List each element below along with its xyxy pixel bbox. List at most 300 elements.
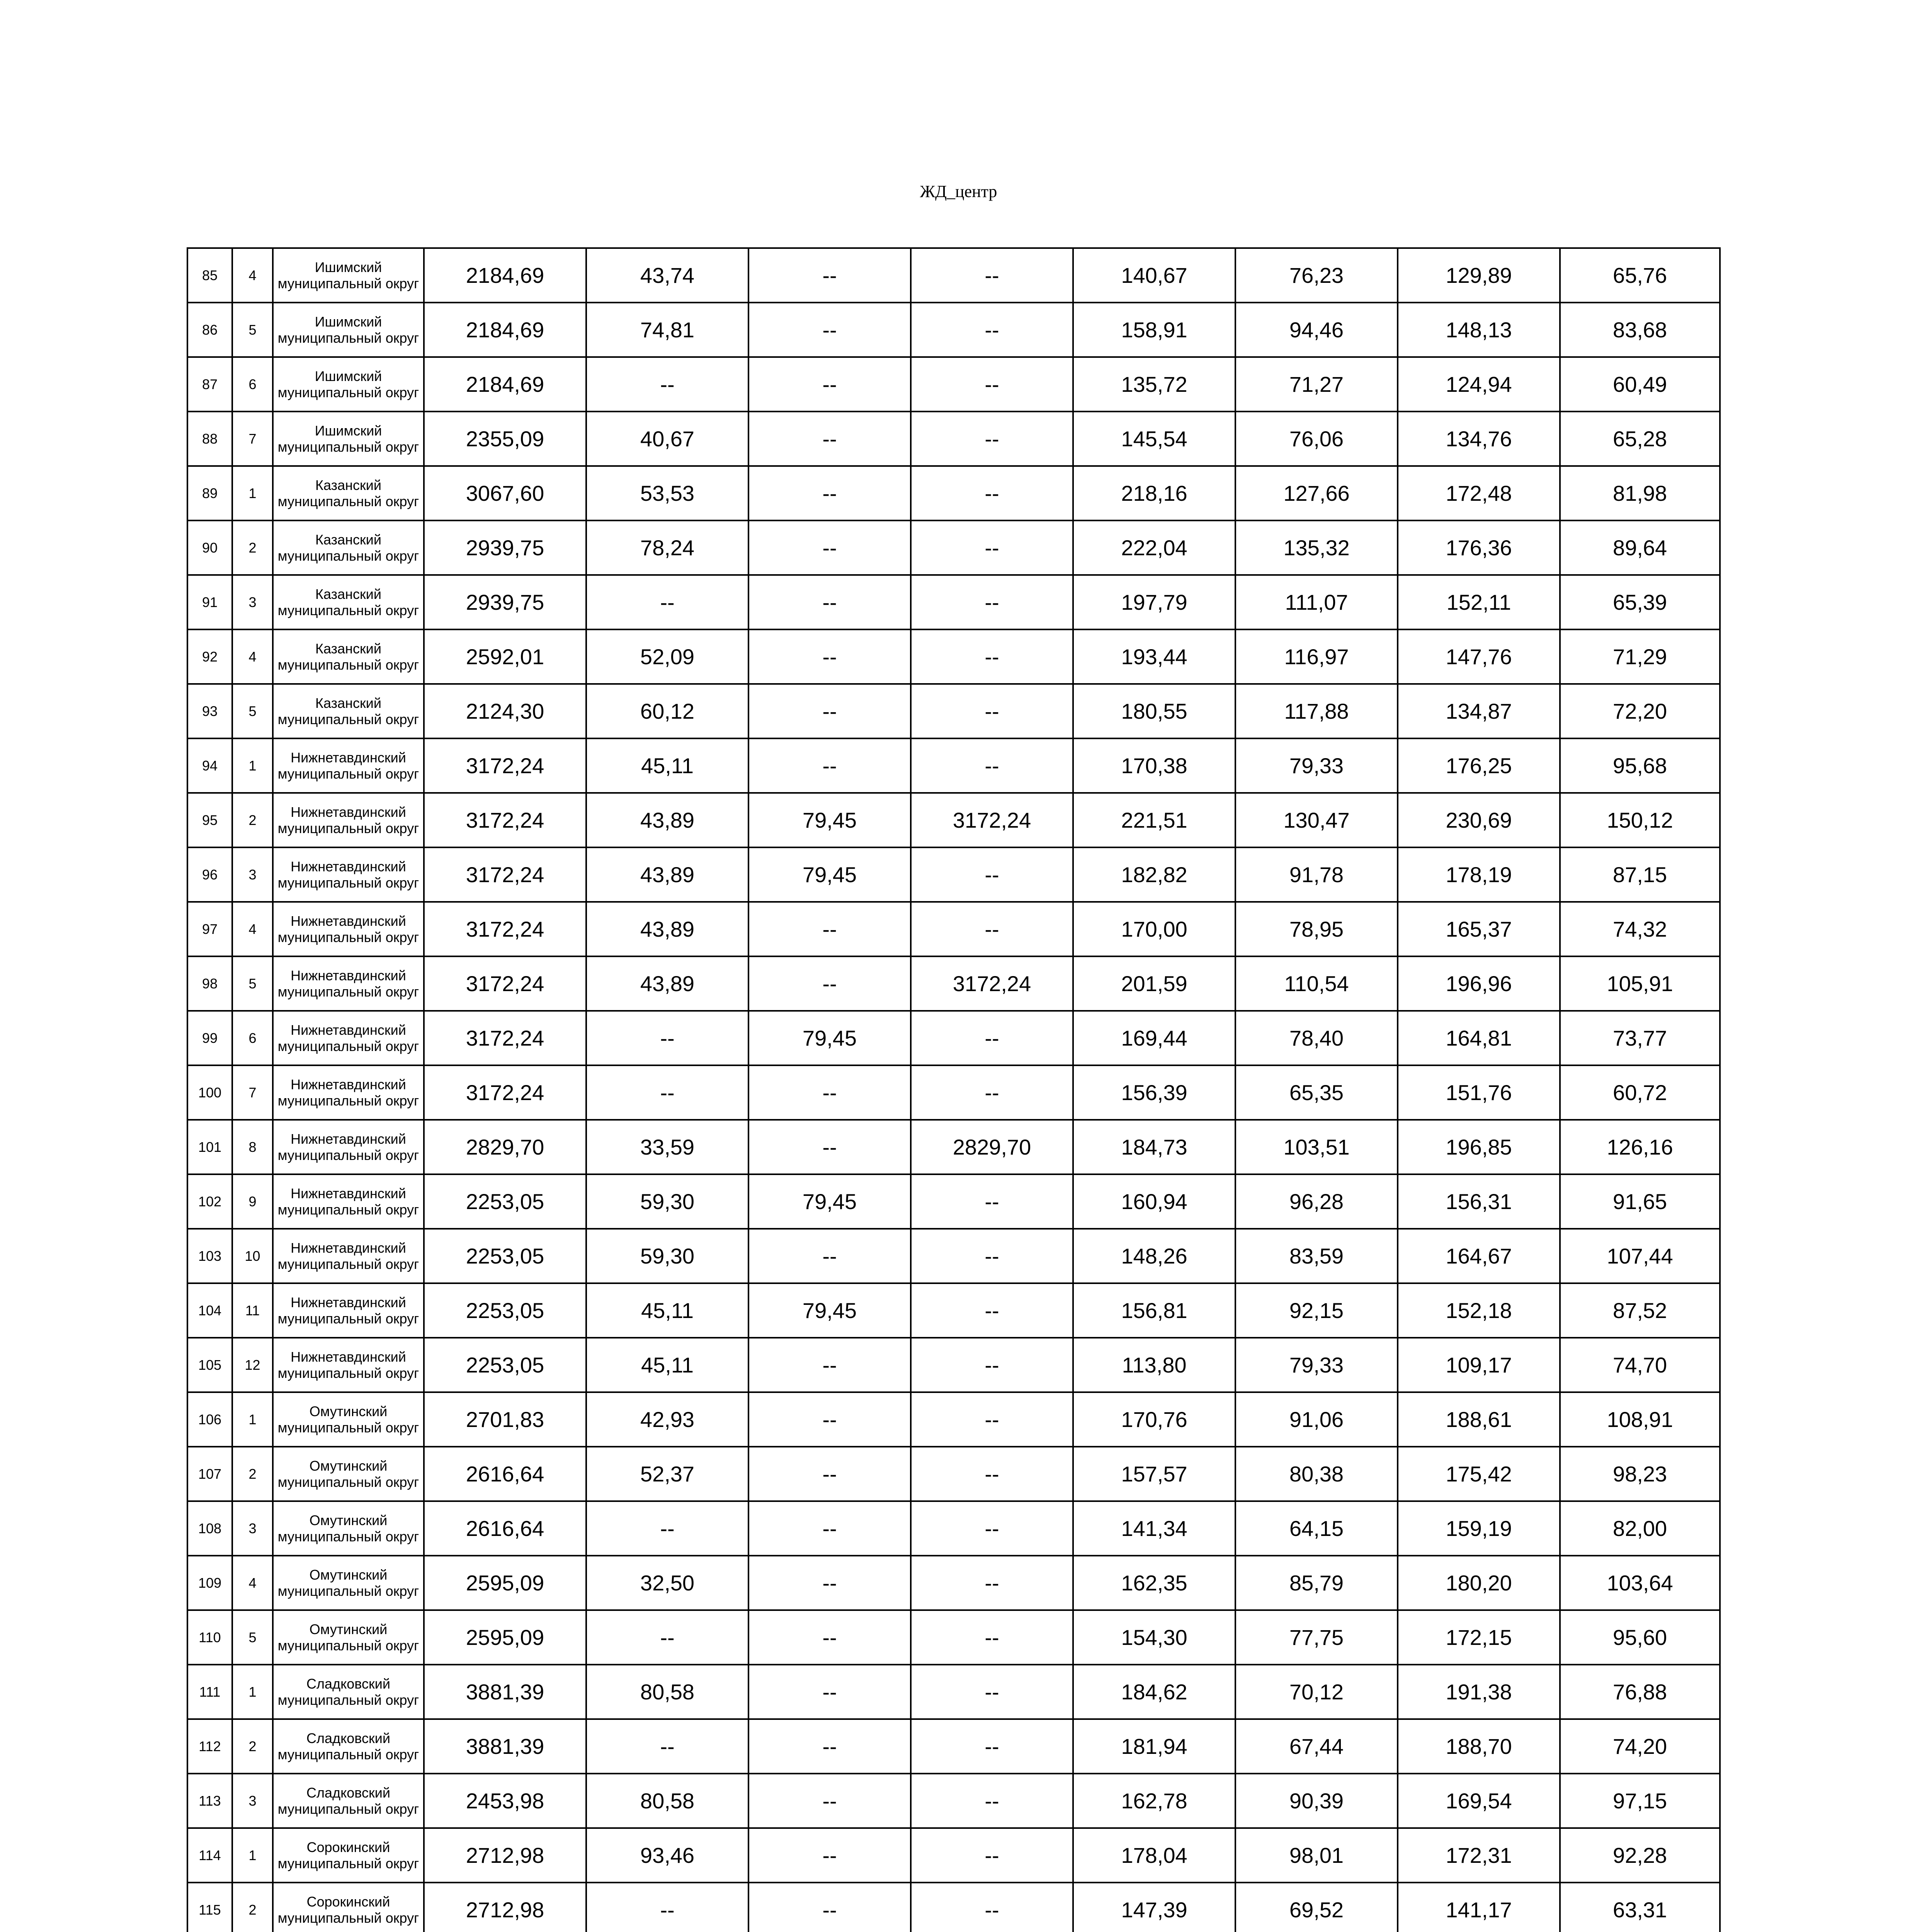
sub-number-cell: 2 [232, 1447, 273, 1501]
value-cell-1: 3172,24 [424, 738, 586, 793]
sub-number-cell: 5 [232, 956, 273, 1011]
row-number-cell: 90 [187, 520, 232, 575]
sub-number-cell: 6 [232, 357, 273, 412]
value-cell-4: -- [911, 1338, 1073, 1392]
sub-number-cell: 1 [232, 1665, 273, 1719]
value-cell-8: 81,98 [1560, 466, 1720, 520]
value-cell-1: 2355,09 [424, 412, 586, 466]
value-cell-4: -- [911, 1556, 1073, 1610]
value-cell-1: 3172,24 [424, 902, 586, 956]
value-cell-8: 60,49 [1560, 357, 1720, 412]
row-number-cell: 96 [187, 847, 232, 902]
district-name-cell: Омутинский муниципальный округ [273, 1501, 424, 1556]
value-cell-5: 170,76 [1073, 1392, 1235, 1447]
district-name-cell: Нижнетавдинский муниципальный округ [273, 1011, 424, 1065]
value-cell-8: 71,29 [1560, 629, 1720, 684]
value-cell-4: -- [911, 248, 1073, 303]
value-cell-8: 95,68 [1560, 738, 1720, 793]
district-name-cell: Сладковский муниципальный округ [273, 1774, 424, 1828]
sub-number-cell: 2 [232, 1719, 273, 1774]
value-cell-6: 117,88 [1235, 684, 1398, 738]
table-row [187, 1120, 1720, 1174]
value-cell-6: 79,33 [1235, 738, 1398, 793]
value-cell-3: -- [748, 1719, 911, 1774]
value-cell-3: -- [748, 1610, 911, 1665]
value-cell-7: 109,17 [1398, 1338, 1560, 1392]
district-name-cell: Сорокинский муниципальный округ [273, 1828, 424, 1883]
value-cell-3: -- [748, 1774, 911, 1828]
sub-number-cell: 1 [232, 738, 273, 793]
value-cell-8: 63,31 [1560, 1883, 1720, 1932]
value-cell-3: -- [748, 1120, 911, 1174]
district-name-cell: Ишимский муниципальный округ [273, 248, 424, 303]
value-cell-1: 2253,05 [424, 1283, 586, 1338]
value-cell-1: 3067,60 [424, 466, 586, 520]
value-cell-2: 52,37 [586, 1447, 748, 1501]
value-cell-2: 60,12 [586, 684, 748, 738]
value-cell-6: 111,07 [1235, 575, 1398, 629]
value-cell-7: 172,48 [1398, 466, 1560, 520]
value-cell-3: -- [748, 520, 911, 575]
value-cell-7: 176,36 [1398, 520, 1560, 575]
page-header-title: ЖД_центр [920, 182, 997, 201]
value-cell-4: -- [911, 303, 1073, 357]
value-cell-3: 79,45 [748, 847, 911, 902]
row-number-cell: 100 [187, 1065, 232, 1120]
sub-number-cell: 3 [232, 1774, 273, 1828]
row-number-cell: 105 [187, 1338, 232, 1392]
table-row [187, 1447, 1720, 1501]
value-cell-6: 98,01 [1235, 1828, 1398, 1883]
value-cell-4: -- [911, 1447, 1073, 1501]
value-cell-7: 124,94 [1398, 357, 1560, 412]
value-cell-6: 103,51 [1235, 1120, 1398, 1174]
value-cell-6: 130,47 [1235, 793, 1398, 847]
value-cell-1: 2701,83 [424, 1392, 586, 1447]
value-cell-1: 2939,75 [424, 520, 586, 575]
value-cell-6: 67,44 [1235, 1719, 1398, 1774]
table-row [187, 1556, 1720, 1610]
value-cell-2: -- [586, 1011, 748, 1065]
table-row [187, 793, 1720, 847]
table-row [187, 1719, 1720, 1774]
value-cell-6: 85,79 [1235, 1556, 1398, 1610]
value-cell-8: 73,77 [1560, 1011, 1720, 1065]
value-cell-4: -- [911, 1501, 1073, 1556]
table-row [187, 1392, 1720, 1447]
value-cell-3: -- [748, 1501, 911, 1556]
district-name-cell: Казанский муниципальный округ [273, 466, 424, 520]
row-number-cell: 91 [187, 575, 232, 629]
value-cell-6: 92,15 [1235, 1283, 1398, 1338]
value-cell-7: 188,70 [1398, 1719, 1560, 1774]
district-name-cell: Казанский муниципальный округ [273, 520, 424, 575]
district-name-cell: Нижнетавдинский муниципальный округ [273, 1229, 424, 1283]
value-cell-3: 79,45 [748, 1283, 911, 1338]
value-cell-6: 94,46 [1235, 303, 1398, 357]
value-cell-1: 2124,30 [424, 684, 586, 738]
row-number-cell: 107 [187, 1447, 232, 1501]
value-cell-5: 157,57 [1073, 1447, 1235, 1501]
value-cell-6: 110,54 [1235, 956, 1398, 1011]
value-cell-5: 184,73 [1073, 1120, 1235, 1174]
row-number-cell: 113 [187, 1774, 232, 1828]
value-cell-3: -- [748, 1665, 911, 1719]
value-cell-2: 40,67 [586, 412, 748, 466]
value-cell-7: 165,37 [1398, 902, 1560, 956]
value-cell-2: 74,81 [586, 303, 748, 357]
value-cell-3: 79,45 [748, 793, 911, 847]
value-cell-6: 116,97 [1235, 629, 1398, 684]
value-cell-4: -- [911, 684, 1073, 738]
district-name-cell: Ишимский муниципальный округ [273, 303, 424, 357]
table-row [187, 412, 1720, 466]
value-cell-7: 176,25 [1398, 738, 1560, 793]
value-cell-1: 2253,05 [424, 1174, 586, 1229]
value-cell-8: 65,39 [1560, 575, 1720, 629]
value-cell-8: 97,15 [1560, 1774, 1720, 1828]
value-cell-1: 2184,69 [424, 248, 586, 303]
value-cell-6: 127,66 [1235, 466, 1398, 520]
value-cell-6: 80,38 [1235, 1447, 1398, 1501]
value-cell-2: -- [586, 575, 748, 629]
value-cell-2: 45,11 [586, 738, 748, 793]
value-cell-1: 2712,98 [424, 1828, 586, 1883]
sub-number-cell: 7 [232, 1065, 273, 1120]
value-cell-8: 74,70 [1560, 1338, 1720, 1392]
value-cell-4: -- [911, 412, 1073, 466]
value-cell-1: 3172,24 [424, 956, 586, 1011]
value-cell-1: 3172,24 [424, 1011, 586, 1065]
value-cell-5: 180,55 [1073, 684, 1235, 738]
value-cell-7: 156,31 [1398, 1174, 1560, 1229]
table-row [187, 520, 1720, 575]
value-cell-8: 89,64 [1560, 520, 1720, 575]
value-cell-2: 43,74 [586, 248, 748, 303]
value-cell-5: 181,94 [1073, 1719, 1235, 1774]
value-cell-4: -- [911, 629, 1073, 684]
value-cell-7: 134,76 [1398, 412, 1560, 466]
sub-number-cell: 4 [232, 248, 273, 303]
value-cell-7: 152,11 [1398, 575, 1560, 629]
value-cell-5: 154,30 [1073, 1610, 1235, 1665]
value-cell-1: 2939,75 [424, 575, 586, 629]
row-number-cell: 87 [187, 357, 232, 412]
district-name-cell: Нижнетавдинский муниципальный округ [273, 1120, 424, 1174]
table-row [187, 1883, 1720, 1932]
district-name-cell: Омутинский муниципальный округ [273, 1556, 424, 1610]
value-cell-5: 218,16 [1073, 466, 1235, 520]
value-cell-2: 59,30 [586, 1174, 748, 1229]
sub-number-cell: 1 [232, 1392, 273, 1447]
row-number-cell: 111 [187, 1665, 232, 1719]
value-cell-7: 151,76 [1398, 1065, 1560, 1120]
value-cell-6: 135,32 [1235, 520, 1398, 575]
value-cell-3: -- [748, 956, 911, 1011]
value-cell-1: 3881,39 [424, 1665, 586, 1719]
table-row [187, 1828, 1720, 1883]
row-number-cell: 89 [187, 466, 232, 520]
value-cell-6: 77,75 [1235, 1610, 1398, 1665]
value-cell-3: -- [748, 1447, 911, 1501]
table-row [187, 629, 1720, 684]
table-row [187, 575, 1720, 629]
district-name-cell: Нижнетавдинский муниципальный округ [273, 1174, 424, 1229]
value-cell-1: 3881,39 [424, 1719, 586, 1774]
sub-number-cell: 3 [232, 575, 273, 629]
value-cell-2: -- [586, 1065, 748, 1120]
value-cell-6: 78,95 [1235, 902, 1398, 956]
table-row [187, 1065, 1720, 1120]
row-number-cell: 106 [187, 1392, 232, 1447]
value-cell-1: 2184,69 [424, 303, 586, 357]
value-cell-3: -- [748, 684, 911, 738]
district-name-cell: Нижнетавдинский муниципальный округ [273, 1338, 424, 1392]
district-name-cell: Сорокинский муниципальный округ [273, 1883, 424, 1932]
table-row [187, 357, 1720, 412]
value-cell-3: -- [748, 1556, 911, 1610]
value-cell-8: 72,20 [1560, 684, 1720, 738]
value-cell-8: 126,16 [1560, 1120, 1720, 1174]
sub-number-cell: 5 [232, 1610, 273, 1665]
value-cell-3: -- [748, 1828, 911, 1883]
value-cell-3: -- [748, 1883, 911, 1932]
value-cell-6: 76,23 [1235, 248, 1398, 303]
value-cell-6: 91,06 [1235, 1392, 1398, 1447]
district-name-cell: Нижнетавдинский муниципальный округ [273, 847, 424, 902]
district-name-cell: Нижнетавдинский муниципальный округ [273, 738, 424, 793]
sub-number-cell: 6 [232, 1011, 273, 1065]
sub-number-cell: 1 [232, 1828, 273, 1883]
value-cell-5: 147,39 [1073, 1883, 1235, 1932]
sub-number-cell: 2 [232, 1883, 273, 1932]
district-name-cell: Казанский муниципальный округ [273, 575, 424, 629]
value-cell-8: 87,52 [1560, 1283, 1720, 1338]
sub-number-cell: 3 [232, 1501, 273, 1556]
district-name-cell: Нижнетавдинский муниципальный округ [273, 1283, 424, 1338]
value-cell-6: 69,52 [1235, 1883, 1398, 1932]
row-number-cell: 102 [187, 1174, 232, 1229]
value-cell-8: 98,23 [1560, 1447, 1720, 1501]
value-cell-2: 80,58 [586, 1665, 748, 1719]
value-cell-5: 158,91 [1073, 303, 1235, 357]
value-cell-2: -- [586, 1501, 748, 1556]
value-cell-2: 78,24 [586, 520, 748, 575]
value-cell-1: 3172,24 [424, 847, 586, 902]
sub-number-cell: 12 [232, 1338, 273, 1392]
sub-number-cell: 2 [232, 520, 273, 575]
value-cell-4: -- [911, 738, 1073, 793]
value-cell-5: 145,54 [1073, 412, 1235, 466]
value-cell-4: -- [911, 1883, 1073, 1932]
table-row [187, 303, 1720, 357]
value-cell-7: 180,20 [1398, 1556, 1560, 1610]
district-name-cell: Сладковский муниципальный округ [273, 1719, 424, 1774]
value-cell-6: 78,40 [1235, 1011, 1398, 1065]
value-cell-4: -- [911, 357, 1073, 412]
value-cell-3: -- [748, 629, 911, 684]
value-cell-2: 93,46 [586, 1828, 748, 1883]
district-name-cell: Казанский муниципальный округ [273, 684, 424, 738]
value-cell-7: 196,96 [1398, 956, 1560, 1011]
value-cell-5: 221,51 [1073, 793, 1235, 847]
value-cell-4: -- [911, 1392, 1073, 1447]
sub-number-cell: 5 [232, 684, 273, 738]
value-cell-7: 172,15 [1398, 1610, 1560, 1665]
row-number-cell: 94 [187, 738, 232, 793]
sub-number-cell: 2 [232, 793, 273, 847]
value-cell-7: 134,87 [1398, 684, 1560, 738]
value-cell-3: -- [748, 412, 911, 466]
value-cell-4: -- [911, 520, 1073, 575]
value-cell-3: -- [748, 902, 911, 956]
value-cell-7: 147,76 [1398, 629, 1560, 684]
value-cell-7: 141,17 [1398, 1883, 1560, 1932]
value-cell-2: 53,53 [586, 466, 748, 520]
value-cell-5: 201,59 [1073, 956, 1235, 1011]
value-cell-2: 43,89 [586, 902, 748, 956]
value-cell-5: 113,80 [1073, 1338, 1235, 1392]
value-cell-3: -- [748, 1065, 911, 1120]
sub-number-cell: 4 [232, 902, 273, 956]
row-number-cell: 114 [187, 1828, 232, 1883]
value-cell-1: 2595,09 [424, 1556, 586, 1610]
value-cell-1: 2595,09 [424, 1610, 586, 1665]
district-name-cell: Нижнетавдинский муниципальный округ [273, 902, 424, 956]
value-cell-2: 42,93 [586, 1392, 748, 1447]
sub-number-cell: 10 [232, 1229, 273, 1283]
table-row [187, 956, 1720, 1011]
value-cell-3: -- [748, 1229, 911, 1283]
value-cell-6: 90,39 [1235, 1774, 1398, 1828]
value-cell-5: 156,39 [1073, 1065, 1235, 1120]
sub-number-cell: 5 [232, 303, 273, 357]
row-number-cell: 110 [187, 1610, 232, 1665]
table-row [187, 1774, 1720, 1828]
row-number-cell: 98 [187, 956, 232, 1011]
row-number-cell: 109 [187, 1556, 232, 1610]
value-cell-6: 65,35 [1235, 1065, 1398, 1120]
value-cell-1: 2616,64 [424, 1501, 586, 1556]
table-row [187, 1174, 1720, 1229]
value-cell-7: 152,18 [1398, 1283, 1560, 1338]
value-cell-1: 2592,01 [424, 629, 586, 684]
district-name-cell: Омутинский муниципальный округ [273, 1447, 424, 1501]
district-name-cell: Нижнетавдинский муниципальный округ [273, 956, 424, 1011]
value-cell-4: -- [911, 575, 1073, 629]
value-cell-1: 2829,70 [424, 1120, 586, 1174]
district-name-cell: Сладковский муниципальный округ [273, 1665, 424, 1719]
value-cell-6: 70,12 [1235, 1665, 1398, 1719]
value-cell-2: 43,89 [586, 956, 748, 1011]
value-cell-8: 103,64 [1560, 1556, 1720, 1610]
value-cell-4: 3172,24 [911, 793, 1073, 847]
value-cell-2: 43,89 [586, 847, 748, 902]
value-cell-8: 87,15 [1560, 847, 1720, 902]
value-cell-3: -- [748, 1338, 911, 1392]
table-row [187, 1610, 1720, 1665]
value-cell-5: 156,81 [1073, 1283, 1235, 1338]
value-cell-6: 76,06 [1235, 412, 1398, 466]
value-cell-2: 45,11 [586, 1338, 748, 1392]
row-number-cell: 85 [187, 248, 232, 303]
value-cell-3: -- [748, 248, 911, 303]
value-cell-3: -- [748, 1392, 911, 1447]
value-cell-2: 80,58 [586, 1774, 748, 1828]
value-cell-3: 79,45 [748, 1174, 911, 1229]
value-cell-5: 162,78 [1073, 1774, 1235, 1828]
value-cell-8: 65,76 [1560, 248, 1720, 303]
row-number-cell: 95 [187, 793, 232, 847]
value-cell-8: 95,60 [1560, 1610, 1720, 1665]
value-cell-1: 2453,98 [424, 1774, 586, 1828]
row-number-cell: 93 [187, 684, 232, 738]
table-row [187, 1338, 1720, 1392]
sub-number-cell: 7 [232, 412, 273, 466]
value-cell-5: 169,44 [1073, 1011, 1235, 1065]
value-cell-1: 2253,05 [424, 1338, 586, 1392]
value-cell-7: 172,31 [1398, 1828, 1560, 1883]
value-cell-5: 170,38 [1073, 738, 1235, 793]
table-row [187, 1011, 1720, 1065]
table-row [187, 738, 1720, 793]
value-cell-5: 182,82 [1073, 847, 1235, 902]
sub-number-cell: 11 [232, 1283, 273, 1338]
value-cell-2: -- [586, 1883, 748, 1932]
value-cell-3: -- [748, 303, 911, 357]
value-cell-4: -- [911, 1174, 1073, 1229]
value-cell-7: 148,13 [1398, 303, 1560, 357]
value-cell-5: 162,35 [1073, 1556, 1235, 1610]
row-number-cell: 112 [187, 1719, 232, 1774]
value-cell-6: 71,27 [1235, 357, 1398, 412]
row-number-cell: 97 [187, 902, 232, 956]
value-cell-5: 140,67 [1073, 248, 1235, 303]
value-cell-6: 83,59 [1235, 1229, 1398, 1283]
value-cell-1: 2253,05 [424, 1229, 586, 1283]
row-number-cell: 92 [187, 629, 232, 684]
value-cell-4: -- [911, 1828, 1073, 1883]
table-row [187, 466, 1720, 520]
sub-number-cell: 1 [232, 466, 273, 520]
value-cell-8: 108,91 [1560, 1392, 1720, 1447]
value-cell-7: 164,67 [1398, 1229, 1560, 1283]
value-cell-3: -- [748, 466, 911, 520]
value-cell-6: 79,33 [1235, 1338, 1398, 1392]
value-cell-7: 159,19 [1398, 1501, 1560, 1556]
table-row [187, 1501, 1720, 1556]
value-cell-7: 188,61 [1398, 1392, 1560, 1447]
row-number-cell: 101 [187, 1120, 232, 1174]
sub-number-cell: 9 [232, 1174, 273, 1229]
value-cell-8: 76,88 [1560, 1665, 1720, 1719]
table-row [187, 847, 1720, 902]
value-cell-2: -- [586, 357, 748, 412]
value-cell-6: 91,78 [1235, 847, 1398, 902]
value-cell-7: 178,19 [1398, 847, 1560, 902]
value-cell-2: 33,59 [586, 1120, 748, 1174]
value-cell-1: 2616,64 [424, 1447, 586, 1501]
district-name-cell: Омутинский муниципальный округ [273, 1392, 424, 1447]
value-cell-4: -- [911, 902, 1073, 956]
sub-number-cell: 4 [232, 629, 273, 684]
value-cell-7: 164,81 [1398, 1011, 1560, 1065]
value-cell-2: -- [586, 1719, 748, 1774]
value-cell-7: 169,54 [1398, 1774, 1560, 1828]
sub-number-cell: 3 [232, 847, 273, 902]
value-cell-2: 32,50 [586, 1556, 748, 1610]
district-name-cell: Казанский муниципальный округ [273, 629, 424, 684]
